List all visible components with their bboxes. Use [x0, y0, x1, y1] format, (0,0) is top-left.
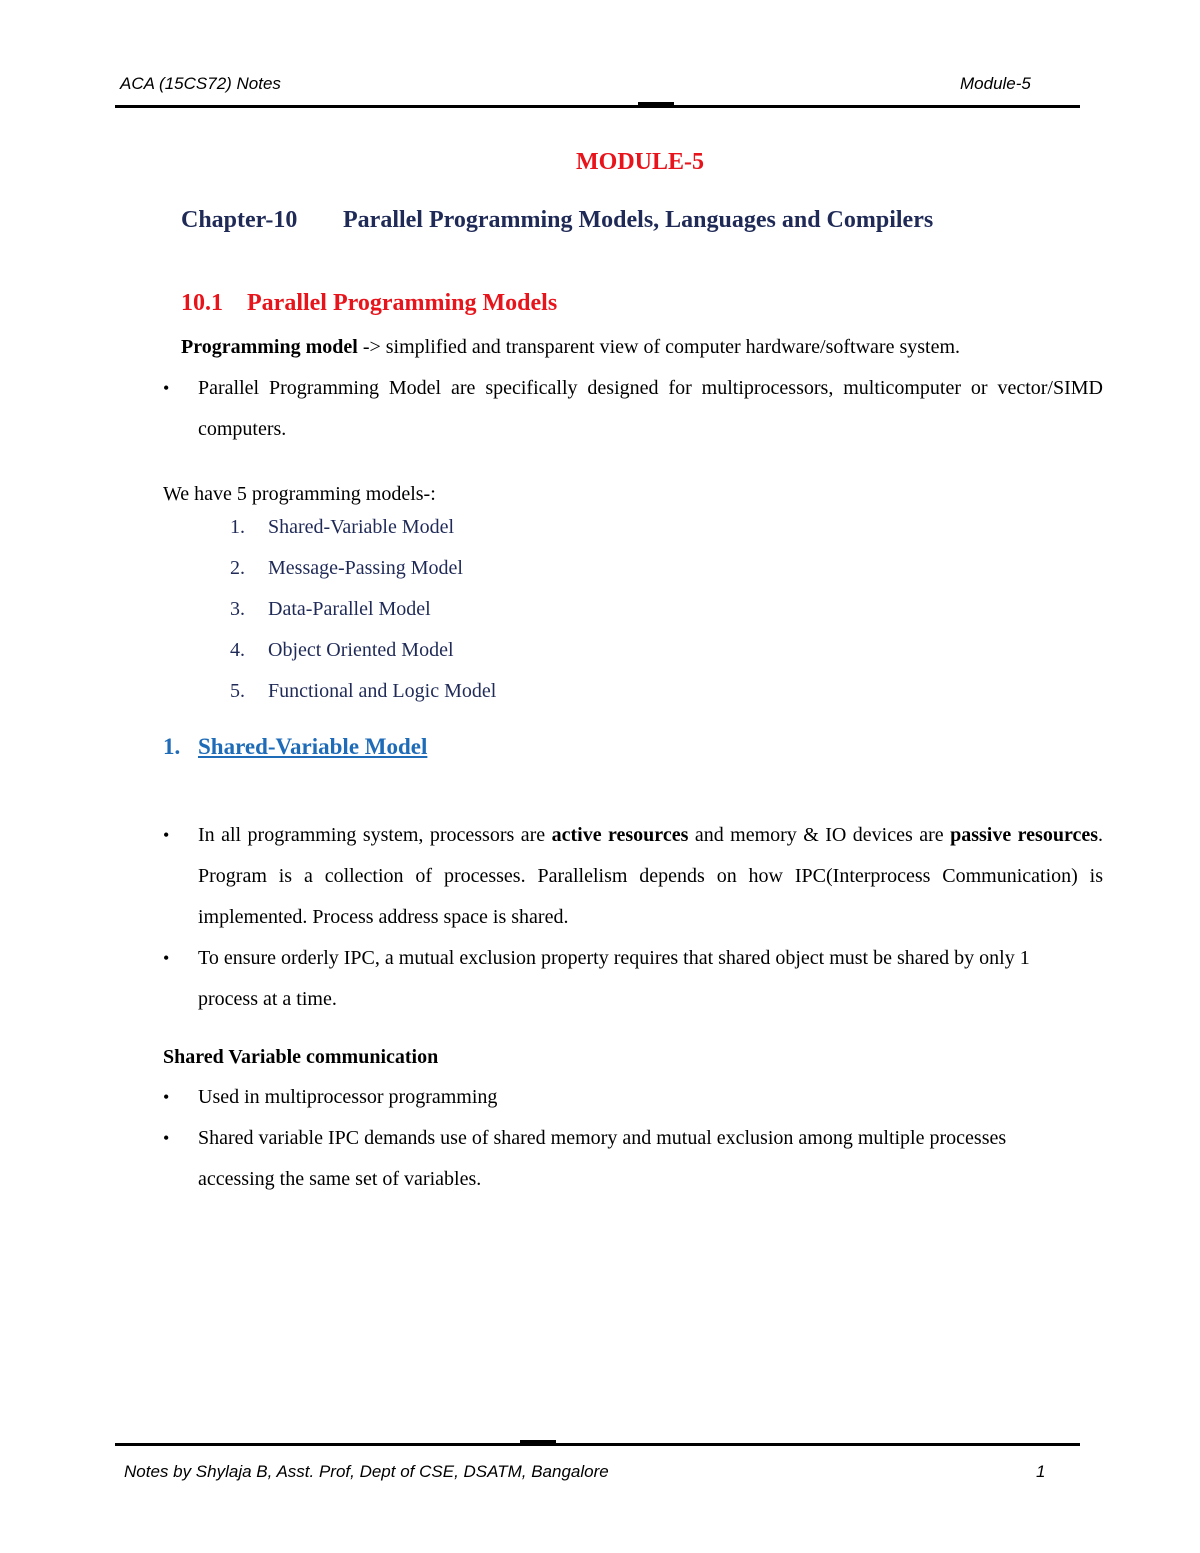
communication-heading: Shared Variable communication [163, 1046, 439, 1068]
section-heading [181, 290, 557, 317]
bullet-mutual-exclusion-text: To ensure orderly IPC, a mutual exclusion property requires that shared object must be shared by only 1 process at a time. [198, 947, 1030, 1010]
footer-left: Notes by Shylaja B, Asst. Prof, Dept of CSE, DSATM, Bangalore [124, 1462, 609, 1481]
bullet-icon: • [163, 948, 170, 968]
models-list [230, 507, 496, 712]
subsection-title: Shared-Variable Model [198, 734, 428, 759]
footer-rule [115, 1443, 1080, 1446]
bullet-resources-text: In all programming system, processors are active resources and memory & IO devices are passive resources. Program is a collection of processes. Parallelism depends on how IPC(Interprocess Communication) is implemented. Process address space is shared. [198, 824, 1103, 928]
header-right: Module-5 [960, 74, 1031, 93]
comm-bullet-1: • Used in multiprocessor programming [163, 1077, 1083, 1118]
header-rule [115, 105, 1080, 108]
chapter-title: Parallel Programming Models, Languages and Compilers [343, 207, 934, 233]
bullet-mutual-exclusion [163, 938, 1083, 1020]
bullet-icon: • [163, 378, 170, 398]
subsection-number: 1. [163, 734, 181, 759]
list-item: 2. Message-Passing Model [230, 557, 463, 579]
header-left: ACA (15CS72) Notes [120, 74, 281, 93]
comm-bullet-2: • Shared variable IPC demands use of shared memory and mutual exclusion among multiple processes accessing the same set of variables. [163, 1118, 1083, 1200]
list-item: 5. Functional and Logic Model [230, 680, 497, 702]
list-item: 1. Shared-Variable Model [230, 516, 455, 538]
list-item: 3. Data-Parallel Model [230, 598, 431, 620]
bullet-icon: • [163, 1087, 170, 1107]
section-title: Parallel Programming Models [247, 290, 558, 316]
intro-bullet-text: Parallel Programming Model are specifically designed for multiprocessors, multicomputer or vector/SIMD computers. [198, 377, 1103, 440]
bullet-icon: • [163, 825, 170, 845]
chapter-heading [181, 207, 933, 234]
bullet-icon: • [163, 1128, 170, 1148]
section-number: 10.1 [181, 290, 223, 316]
bullet-resources [163, 815, 1103, 938]
definition-paragraph [181, 327, 1101, 368]
models-intro: We have 5 programming models-: [163, 483, 436, 505]
page-number: 1 [1036, 1462, 1046, 1481]
definition-term: Programming model [181, 336, 358, 358]
chapter-number: Chapter-10 [181, 207, 298, 233]
list-item: 4. Object Oriented Model [230, 639, 454, 661]
definition-text: -> simplified and transparent view of computer hardware/software system. [357, 336, 961, 358]
subsection-heading [163, 734, 427, 760]
page-title: MODULE-5 [576, 149, 704, 175]
intro-bullet [163, 368, 1103, 450]
